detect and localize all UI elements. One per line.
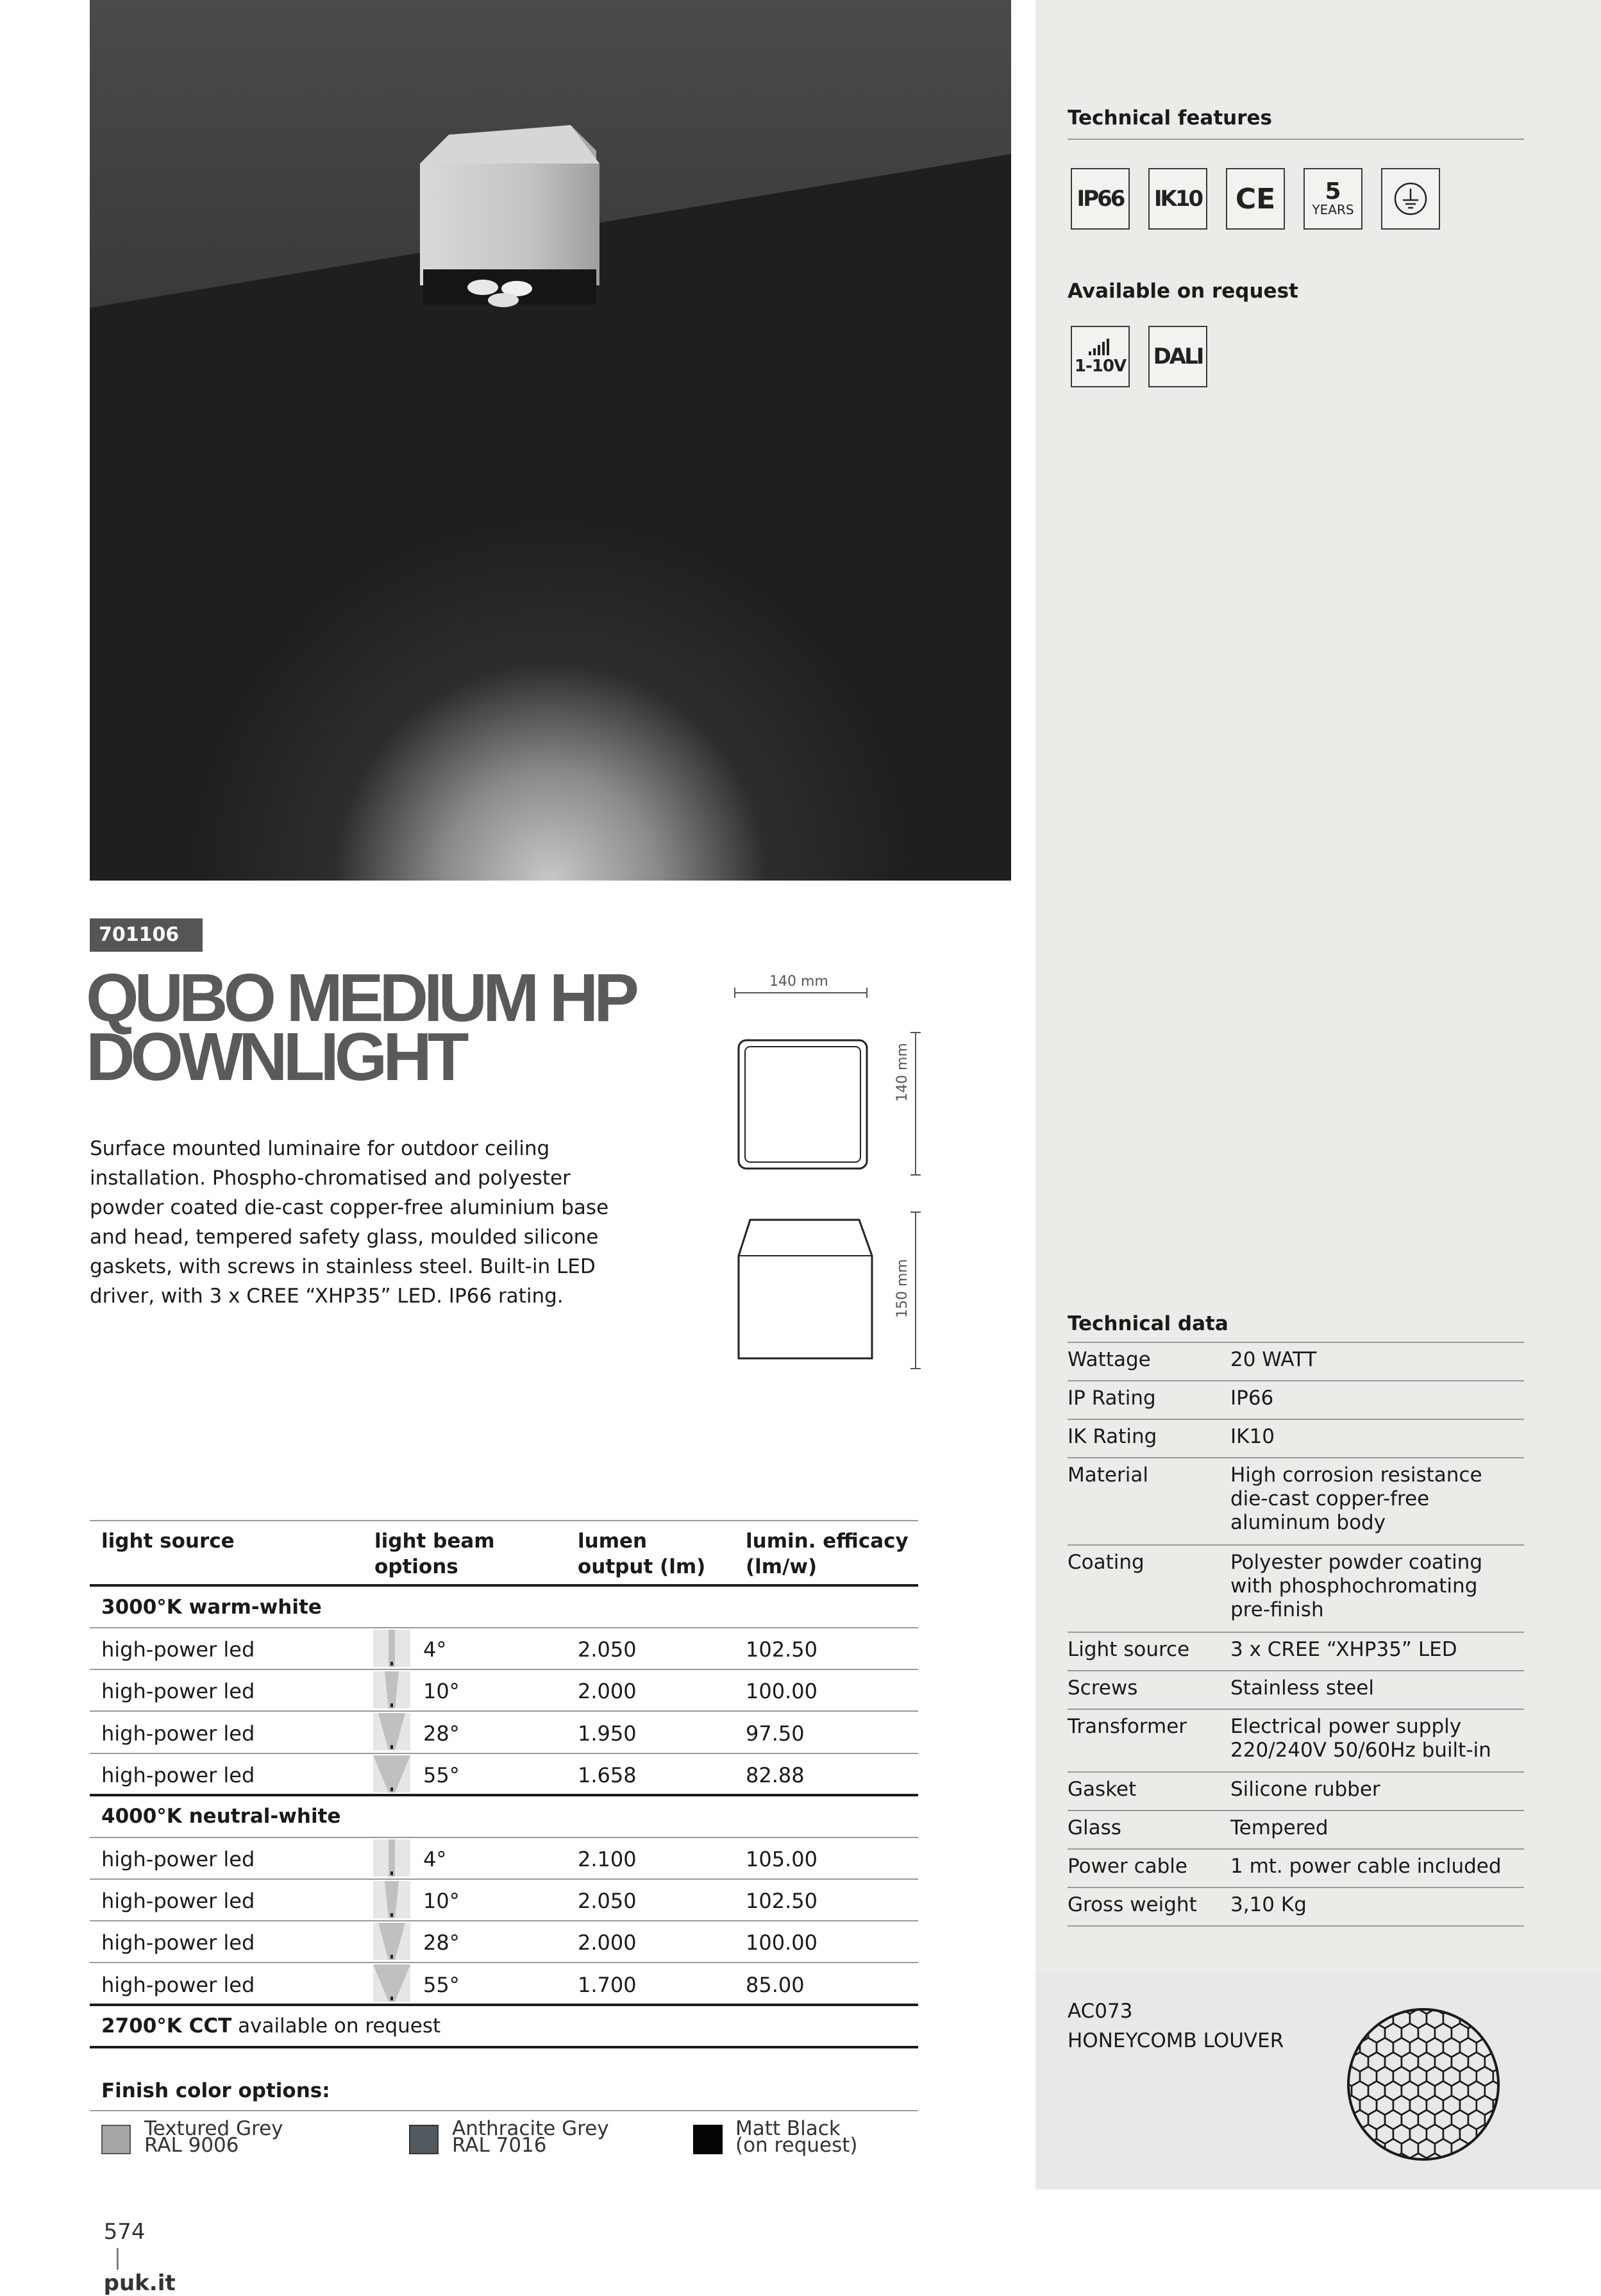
- group-header: 3000°K warm-white: [101, 1596, 322, 1619]
- tech-data-value-line: 3,10 Kg: [1230, 1893, 1307, 1916]
- tech-data-value: [1230, 1348, 1525, 1372]
- tech-data-value: [1230, 1893, 1525, 1917]
- page-number: 574: [103, 2219, 146, 2245]
- tech-data-row: [1068, 1888, 1524, 1927]
- footer: [90, 2193, 176, 2296]
- tech-data-row: [1068, 1381, 1524, 1420]
- row-source: high-power led: [101, 1847, 255, 1871]
- tech-data-value-line: pre-finish: [1230, 1598, 1324, 1621]
- divider: [90, 1520, 918, 1521]
- earth-ground-icon: [1381, 168, 1440, 230]
- technical-features-title: Technical features: [1068, 106, 1272, 130]
- honeycomb-cell: [1460, 2154, 1477, 2165]
- row-lumen: 2.000: [578, 1679, 637, 1703]
- tech-data-value: [1230, 1387, 1525, 1410]
- honeycomb-cell: [1502, 2110, 1504, 2129]
- divider: [90, 1794, 918, 1796]
- honeycomb-cell: [1343, 2125, 1360, 2144]
- beam-10-icon: [373, 1671, 410, 1709]
- tech-data-row: [1068, 1850, 1524, 1888]
- header-efficacy-line2: (lm/w): [746, 1555, 817, 1578]
- honeycomb-cell: [1502, 2004, 1504, 2014]
- header-light-beam-line2: options: [374, 1555, 458, 1578]
- finish-option-anthracite-grey: [452, 2117, 609, 2157]
- tech-data-value-line: 20 WATT: [1230, 1348, 1317, 1371]
- divider: [1068, 139, 1524, 140]
- tech-data-value-line: 3 x CREE “XHP35” LED: [1230, 1638, 1457, 1661]
- header-light-source: light source: [101, 1530, 235, 1553]
- honeycomb-cell: [1343, 2154, 1360, 2165]
- header-light-beam-line1: light beam: [374, 1530, 495, 1553]
- row-source: high-power led: [101, 1930, 255, 1955]
- tech-data-label: Glass: [1068, 1816, 1121, 1839]
- tech-data-value-line: Electrical power supply: [1230, 1715, 1462, 1738]
- finish-option-line1: Matt Black: [735, 2117, 841, 2140]
- honeycomb-cell: [1493, 2154, 1504, 2165]
- finish-option-matt-black: [735, 2117, 858, 2157]
- honeycomb-cell: [1343, 2139, 1352, 2158]
- header-lumen-line2: output (lm): [578, 1555, 706, 1578]
- cct-note-bold: 2700°K CCT: [101, 2014, 232, 2038]
- header-efficacy: [746, 1528, 909, 1580]
- tech-data-value-line: Tempered: [1230, 1816, 1329, 1839]
- beam-4-icon: [373, 1630, 410, 1667]
- honeycomb-cell: [1502, 2139, 1504, 2158]
- accessory-name: HONEYCOMB LOUVER: [1068, 2029, 1284, 2052]
- beam-55-icon: [373, 1755, 410, 1793]
- accessory-code: AC073: [1068, 2000, 1133, 2023]
- honeycomb-cell: [1368, 2004, 1385, 2014]
- product-description: [90, 1134, 608, 1311]
- finish-option-line1: Textured Grey: [144, 2117, 283, 2140]
- honeycomb-cell: [1468, 2004, 1485, 2014]
- tech-data-label: Gasket: [1068, 1778, 1137, 1801]
- row-lumen: 2.050: [578, 1637, 637, 1662]
- honeycomb-cell: [1485, 2139, 1502, 2158]
- tech-data-row: [1068, 1546, 1524, 1633]
- tech-data-label: IP Rating: [1068, 1387, 1156, 1410]
- tech-data-value: [1230, 1551, 1525, 1622]
- header-lumen-output: [578, 1528, 705, 1580]
- tech-data-row: [1068, 1343, 1524, 1381]
- available-on-request-title: Available on request: [1068, 280, 1298, 303]
- tech-data-value-line: with phosphochromating: [1230, 1574, 1478, 1598]
- row-efficacy: 105.00: [746, 1847, 817, 1871]
- finish-title: Finish color options:: [101, 2079, 330, 2102]
- tech-data-label: Material: [1068, 1464, 1148, 1487]
- technical-data-title: Technical data: [1068, 1312, 1228, 1335]
- tech-data-value-line: 220/240V 50/60Hz built-in: [1230, 1739, 1491, 1762]
- product-title-line1: QUBO MEDIUM HP: [86, 960, 635, 1036]
- warranty-years: YEARS: [1312, 202, 1354, 217]
- header-efficacy-line1: lumin. efficacy: [746, 1530, 909, 1553]
- honeycomb-cell: [1343, 2009, 1360, 2029]
- tech-data-value-line: 1 mt. power cable included: [1230, 1855, 1502, 1878]
- honeycomb-cell: [1485, 2004, 1502, 2014]
- tech-data-row: [1068, 1773, 1524, 1811]
- row-beam: 28°: [423, 1721, 460, 1746]
- finish-swatch-anthracite-grey: [409, 2125, 439, 2154]
- row-lumen: 1.658: [578, 1763, 637, 1787]
- row-beam: 10°: [423, 1889, 460, 1913]
- tech-data-row: [1068, 1811, 1524, 1850]
- honeycomb-cell: [1493, 2009, 1504, 2029]
- row-efficacy: 100.00: [746, 1679, 817, 1703]
- finish-swatch-textured-grey: [101, 2125, 131, 2154]
- row-source: high-power led: [101, 1679, 255, 1703]
- product-code-tag: 701106: [90, 918, 203, 952]
- group-header: 4000°K neutral-white: [101, 1805, 341, 1828]
- row-efficacy: 82.88: [746, 1763, 805, 1787]
- beam-4-icon: [373, 1839, 410, 1877]
- finish-option-line2: RAL 7016: [452, 2134, 547, 2157]
- ik10-badge-icon: IK10: [1148, 168, 1207, 230]
- tech-data-value-line: Polyester powder coating: [1230, 1551, 1483, 1574]
- description-line: installation. Phospho-chromatised and polyester: [90, 1167, 571, 1190]
- honeycomb-cell: [1343, 2023, 1352, 2043]
- product-title: [86, 960, 635, 1095]
- ip66-badge-icon: IP66: [1071, 168, 1130, 230]
- 5-years-warranty-icon: [1303, 168, 1362, 230]
- tech-data-label: Transformer: [1068, 1715, 1187, 1738]
- beam-55-icon: [373, 1964, 410, 2002]
- divider: [90, 1669, 918, 1670]
- tech-data-value: [1230, 1816, 1525, 1840]
- 1-10v-label: 1-10V: [1074, 357, 1127, 376]
- row-beam: 10°: [423, 1679, 460, 1703]
- 1-10v-dimming-icon: [1071, 326, 1130, 387]
- header-lumen-line1: lumen: [578, 1530, 648, 1553]
- tech-data-value: [1230, 1855, 1525, 1878]
- row-lumen: 1.950: [578, 1721, 637, 1746]
- tech-data-value-line: IK10: [1230, 1425, 1275, 1448]
- divider: [90, 1920, 918, 1921]
- description-line: powder coated die-cast copper-free aluminium base: [90, 1196, 609, 1219]
- tech-data-value: [1230, 1638, 1525, 1662]
- row-efficacy: 102.50: [746, 1889, 817, 1913]
- tech-data-value: [1230, 1676, 1525, 1700]
- honeycomb-cell: [1360, 2009, 1377, 2029]
- tech-data-value-line: die-cast copper-free: [1230, 1487, 1430, 1510]
- divider: [90, 1627, 918, 1628]
- tech-data-label: IK Rating: [1068, 1425, 1157, 1448]
- row-source: high-power led: [101, 1721, 255, 1746]
- tech-data-label: Light source: [1068, 1638, 1190, 1661]
- tech-data-value-line: IP66: [1230, 1387, 1274, 1410]
- row-efficacy: 100.00: [746, 1930, 817, 1955]
- header-light-beam: [374, 1528, 495, 1580]
- honeycomb-cell: [1502, 2081, 1504, 2100]
- row-beam: 4°: [423, 1637, 447, 1662]
- honeycomb-cell: [1343, 2110, 1352, 2129]
- beam-10-icon: [373, 1881, 410, 1918]
- row-efficacy: 102.50: [746, 1637, 817, 1662]
- tech-data-value-line: aluminum body: [1230, 1511, 1386, 1534]
- tech-data-value: [1230, 1425, 1525, 1449]
- honeycomb-cell: [1343, 2004, 1352, 2014]
- ce-mark-icon: CE: [1226, 168, 1285, 230]
- divider: [90, 2046, 918, 2048]
- tech-data-row: [1068, 1420, 1524, 1458]
- divider: [90, 1710, 918, 1712]
- honeycomb-cell: [1502, 2023, 1504, 2043]
- product-photo: [90, 0, 1011, 881]
- tech-data-label: Coating: [1068, 1551, 1144, 1574]
- row-lumen: 2.050: [578, 1889, 637, 1913]
- tech-data-value-line: High corrosion resistance: [1230, 1464, 1482, 1487]
- description-line: Surface mounted luminaire for outdoor ceiling: [90, 1137, 550, 1160]
- row-source: high-power led: [101, 1637, 255, 1662]
- tech-data-label: Screws: [1068, 1676, 1138, 1700]
- tech-data-value: [1230, 1778, 1525, 1802]
- tech-data-value: [1230, 1464, 1525, 1535]
- honeycomb-cell: [1477, 2009, 1493, 2029]
- dimension-depth-label: 140 mm: [894, 1043, 910, 1102]
- divider: [90, 1753, 918, 1754]
- dimension-width-label: 140 mm: [769, 974, 828, 990]
- description-line: driver, with 3 x CREE “XHP35” LED. IP66 rating.: [90, 1285, 564, 1308]
- beam-28-icon: [373, 1923, 410, 1960]
- row-lumen: 1.700: [578, 1973, 637, 1997]
- divider: [90, 2004, 918, 2006]
- honeycomb-cell: [1477, 2154, 1493, 2165]
- footer-separator: |: [113, 2245, 122, 2270]
- honeycomb-cell: [1352, 2139, 1368, 2158]
- tech-data-label: Gross weight: [1068, 1893, 1197, 1916]
- description-line: gaskets, with screws in stainless steel. Built-in LED: [90, 1255, 596, 1278]
- row-efficacy: 85.00: [746, 1973, 805, 1997]
- dimension-height-label: 150 mm: [894, 1259, 910, 1318]
- tech-data-row: [1068, 1633, 1524, 1671]
- row-beam: 55°: [423, 1763, 460, 1787]
- product-title-line2: DOWNLIGHT: [86, 1019, 465, 1095]
- finish-option-line2: RAL 9006: [144, 2134, 239, 2157]
- divider: [90, 1584, 918, 1587]
- honeycomb-cell: [1377, 2154, 1393, 2165]
- honeycomb-cell: [1493, 2038, 1504, 2057]
- honeycomb-cell: [1452, 2004, 1468, 2014]
- cct-note-rest: available on request: [231, 2014, 441, 2038]
- finish-option-textured-grey: [144, 2117, 283, 2157]
- dali-badge-icon: DALI: [1148, 326, 1207, 387]
- tech-data-row: [1068, 1458, 1524, 1546]
- footer-site-link[interactable]: puk.it: [103, 2270, 176, 2296]
- honeycomb-cell: [1360, 2154, 1377, 2165]
- honeycomb-cell: [1502, 2052, 1504, 2072]
- honeycomb-cell: [1352, 2004, 1368, 2014]
- divider: [90, 1962, 918, 1963]
- description-line: and head, tempered safety glass, moulded silicone: [90, 1226, 599, 1249]
- row-beam: 55°: [423, 1973, 460, 1997]
- honeycomb-louver-icon: [1343, 2004, 1504, 2165]
- divider: [90, 2110, 918, 2111]
- row-beam: 4°: [423, 1847, 447, 1871]
- divider: [90, 1878, 918, 1880]
- tech-data-row: [1068, 1671, 1524, 1710]
- signal-bars-icon: [1087, 337, 1113, 357]
- honeycomb-cell: [1493, 2125, 1504, 2144]
- row-source: high-power led: [101, 1889, 255, 1913]
- beam-28-icon: [373, 1713, 410, 1750]
- tech-data-row: [1068, 1710, 1524, 1773]
- row-lumen: 2.000: [578, 1930, 637, 1955]
- divider: [90, 1837, 918, 1838]
- luminaire-illustration: [90, 0, 1011, 881]
- finish-swatch-matt-black: [693, 2125, 723, 2154]
- warranty-number: 5: [1325, 178, 1341, 205]
- row-beam: 28°: [423, 1930, 460, 1955]
- ground-symbol: [1393, 181, 1429, 217]
- tech-data-label: Wattage: [1068, 1348, 1151, 1371]
- row-efficacy: 97.50: [746, 1721, 805, 1746]
- row-lumen: 2.100: [578, 1847, 637, 1871]
- tech-data-label: Power cable: [1068, 1855, 1187, 1878]
- row-source: high-power led: [101, 1763, 255, 1787]
- row-source: high-power led: [101, 1973, 255, 1997]
- finish-option-line2: (on request): [735, 2134, 858, 2157]
- honeycomb-cell: [1485, 2023, 1502, 2043]
- tech-data-value-line: Silicone rubber: [1230, 1778, 1380, 1801]
- tech-data-value: [1230, 1715, 1525, 1762]
- tech-data-value-line: Stainless steel: [1230, 1676, 1374, 1700]
- cct-note: [101, 2014, 440, 2038]
- finish-option-line1: Anthracite Grey: [452, 2117, 609, 2140]
